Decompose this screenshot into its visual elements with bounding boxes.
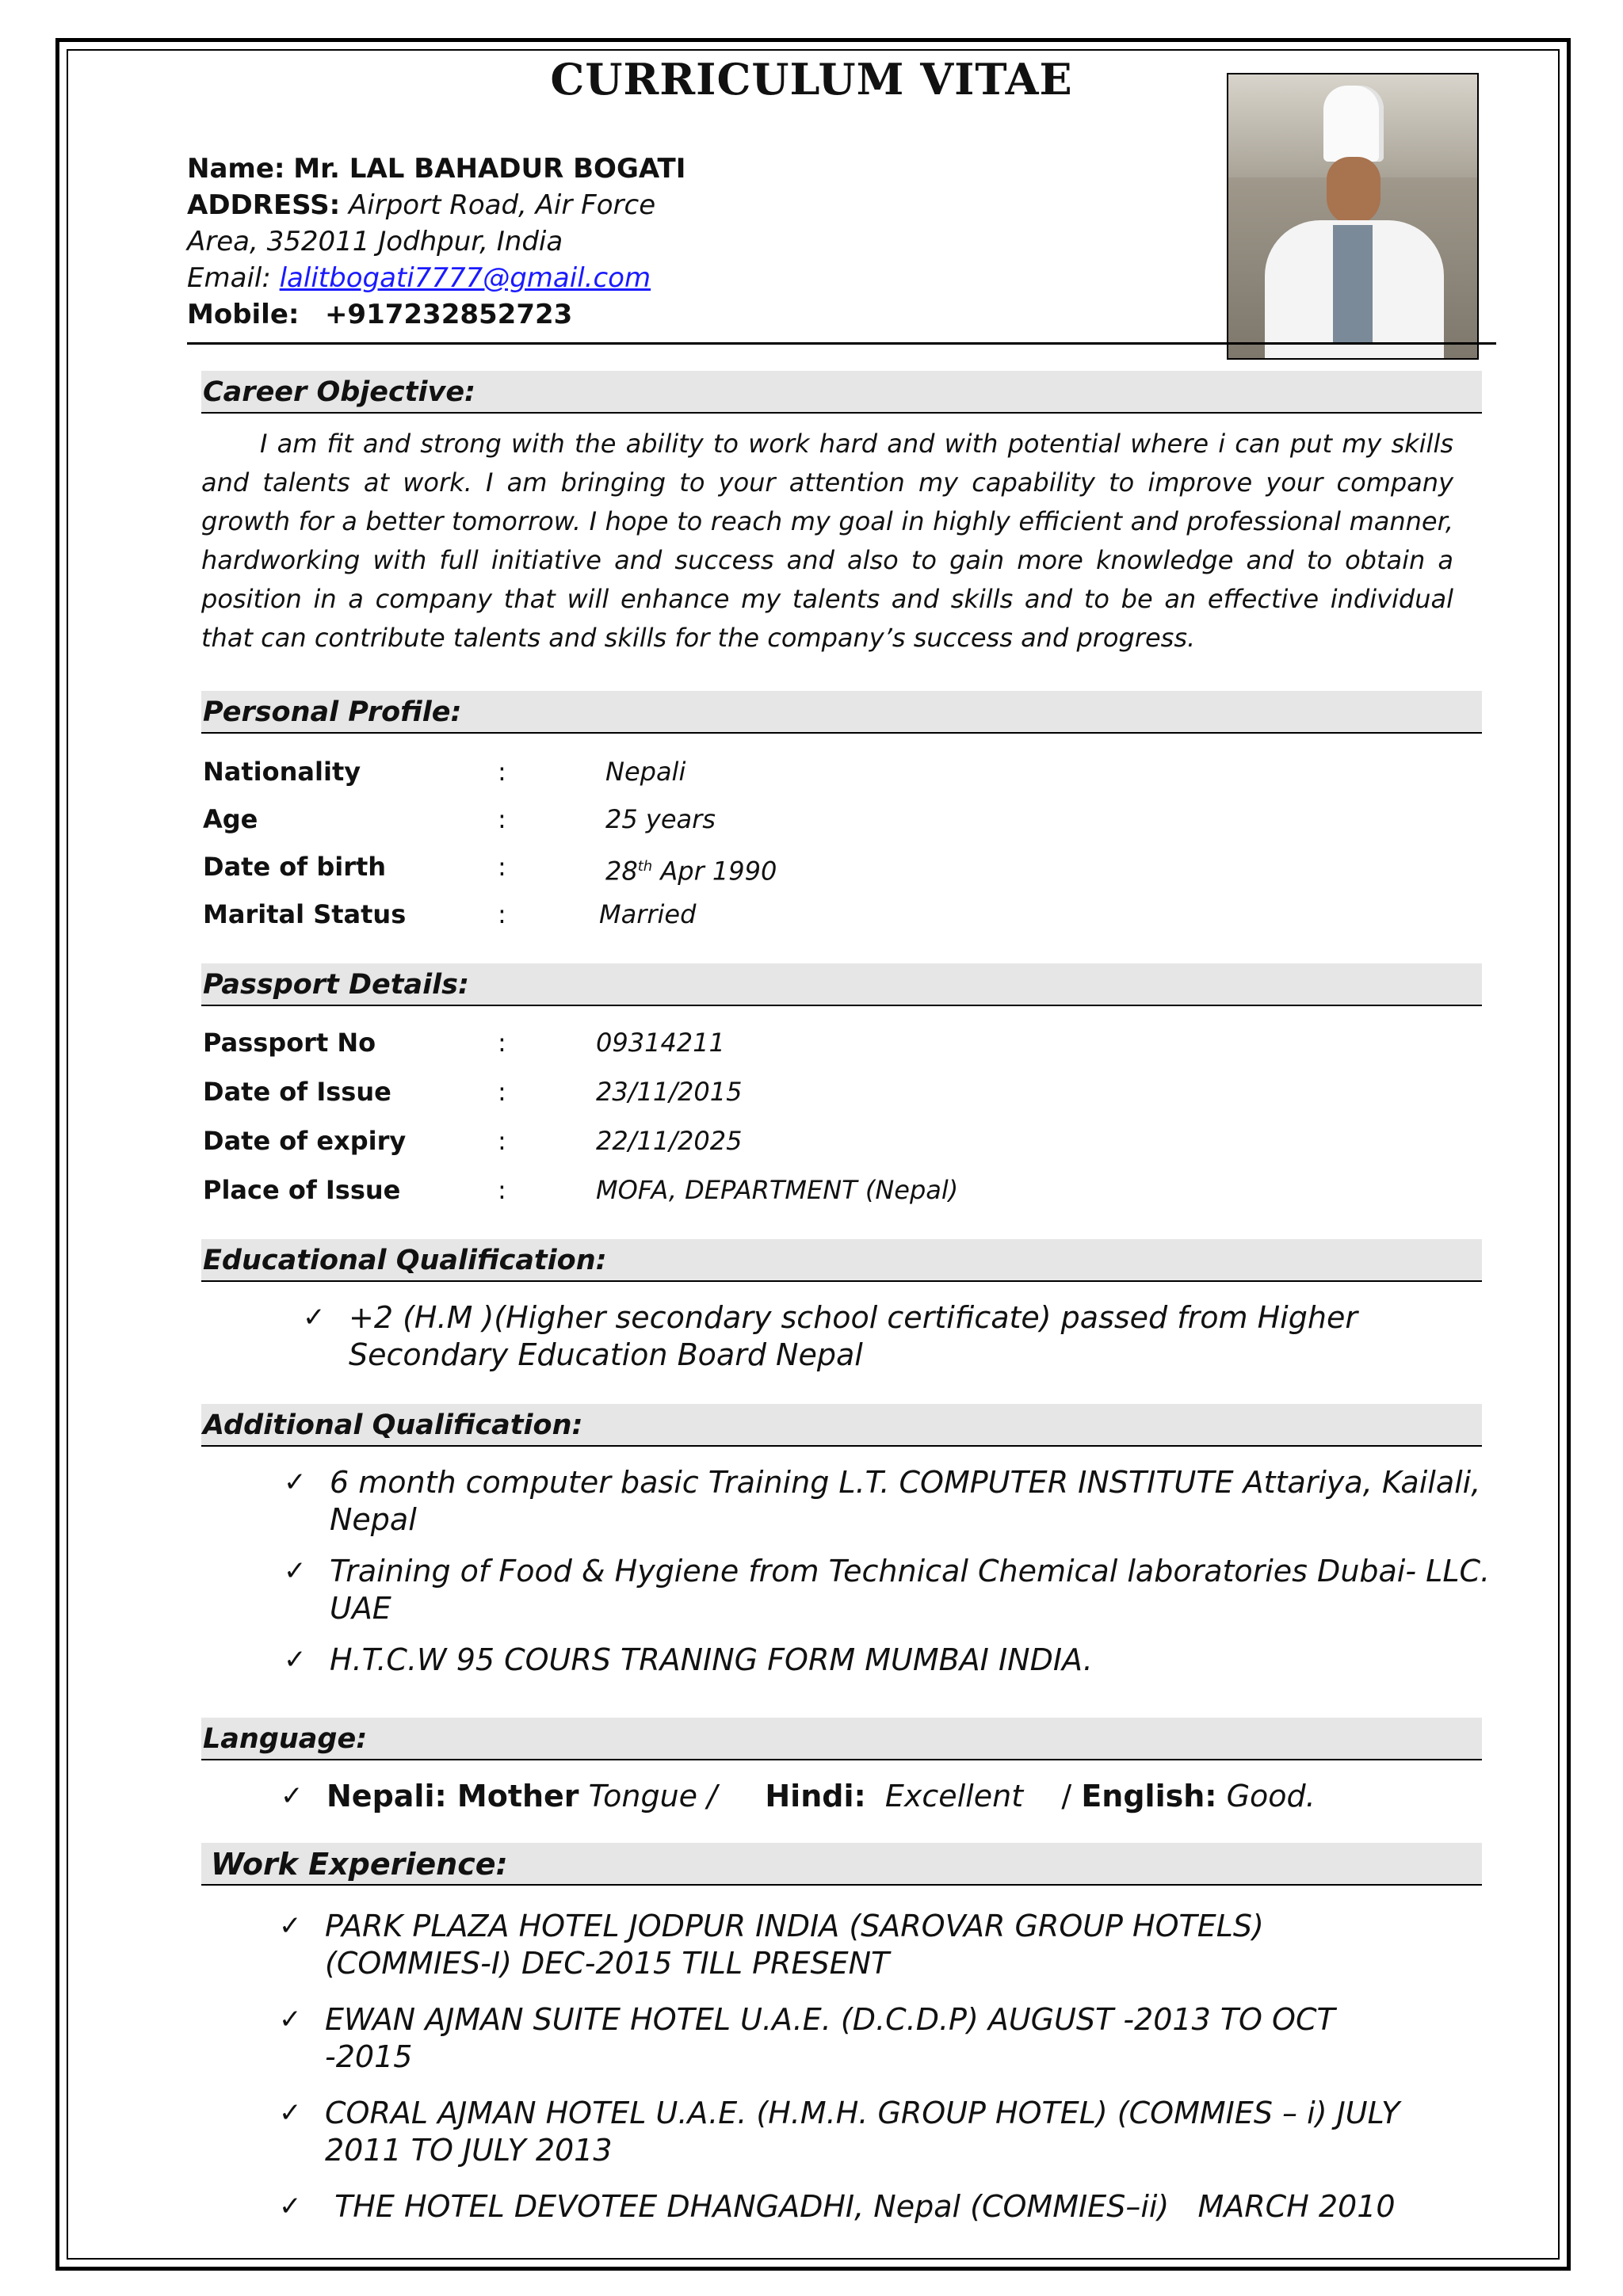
- education-list: [303, 1299, 1358, 1374]
- section-personal-profile: Personal Profile:: [201, 691, 1482, 734]
- checkmark-icon: ✓: [279, 2097, 302, 2129]
- career-objective-text: I am fit and strong with the ability to work hard and with potential where i can put my skills and talents at work. I am bringing to your attention my capability to improve your company growth for a better tomorrow. I hope to reach my goal in highly efficient and professional manner, hardworking with full initiative and success and also to gain more knowledge and to obtain a position in a company that will enhance my talents and skills and to be an effective individual that can contribute talents and skills for the company’s success and progress.: [201, 429, 1453, 653]
- address-line1: Airport Road, Air Force: [349, 189, 656, 221]
- header-divider: [187, 342, 1496, 345]
- email-link[interactable]: lalitbogati7777@gmail.com: [279, 262, 651, 294]
- checkmark-icon: ✓: [303, 1302, 326, 1333]
- checkmark-icon: ✓: [284, 1466, 307, 1498]
- checkmark-icon: ✓: [284, 1555, 307, 1587]
- mobile-label: Mobile:: [187, 299, 300, 330]
- list-item: ✓ EWAN AJMAN SUITE HOTEL U.A.E. (D.C.D.P) AUGUST -2013 TO OCT -2015: [279, 2002, 1335, 2074]
- checkmark-icon: ✓: [279, 1910, 302, 1942]
- scarf: [1333, 225, 1373, 344]
- name-label: Name:: [187, 153, 285, 185]
- chef-hat: [1323, 86, 1384, 162]
- list-item: ✓ Training of Food & Hygiene from Technical Chemical laboratories Dubai- LLC. UAE: [284, 1554, 1491, 1626]
- section-additional-qualification: Additional Qualification:: [201, 1404, 1482, 1447]
- page-title: CURRICULUM VITAE: [550, 54, 1073, 105]
- list-item: ✓ +2 (H.M )(Higher secondary school certificate) passed from Higher Secondary Education Board Nepal: [303, 1300, 1358, 1372]
- list-item: ✓ CORAL AJMAN HOTEL U.A.E. (H.M.H. GROUP HOTEL) (COMMIES – i) JULY 2011 TO JULY 2013: [279, 2096, 1400, 2168]
- language-line: ✓ Nepali: Mother Tongue / Hindi: Excellent / English: Good.: [281, 1779, 1316, 1814]
- contact-block: [187, 151, 685, 333]
- section-educational-qualification: Educational Qualification:: [201, 1239, 1482, 1282]
- checkmark-icon: ✓: [279, 2004, 302, 2035]
- checkmark-icon: ✓: [281, 1780, 304, 1812]
- profile-photo: [1227, 73, 1479, 360]
- list-item: ✓ THE HOTEL DEVOTEE DHANGADHI, Nepal (COMMIES–ii) MARCH 2010: [279, 2189, 1396, 2224]
- section-work-experience: Work Experience:: [201, 1843, 1482, 1886]
- face: [1327, 157, 1381, 225]
- address-line2: Area, 352011 Jodhpur, India: [187, 226, 563, 257]
- name-value: Mr. LAL BAHADUR BOGATI: [293, 153, 686, 185]
- work-list: [279, 1908, 1400, 2225]
- section-language: Language:: [201, 1718, 1482, 1760]
- address-label: ADDRESS:: [187, 189, 341, 221]
- email-label: Email:: [187, 262, 271, 294]
- section-passport-details: Passport Details:: [201, 963, 1482, 1006]
- list-item: ✓ H.T.C.W 95 COURS TRANING FORM MUMBAI INDIA.: [284, 1642, 1093, 1677]
- list-item: ✓ 6 month computer basic Training L.T. COMPUTER INSTITUTE Attariya, Kailali, Nepal: [284, 1465, 1481, 1537]
- additional-list: [284, 1464, 1491, 1679]
- list-item: ✓ PARK PLAZA HOTEL JODPUR INDIA (SAROVAR GROUP HOTELS) (COMMIES-I) DEC-2015 TILL PRESENT: [279, 1909, 1264, 1981]
- mobile-value: +917232852723: [324, 299, 573, 330]
- checkmark-icon: ✓: [279, 2191, 302, 2222]
- checkmark-icon: ✓: [284, 1644, 307, 1676]
- section-career-objective: Career Objective:: [201, 371, 1482, 414]
